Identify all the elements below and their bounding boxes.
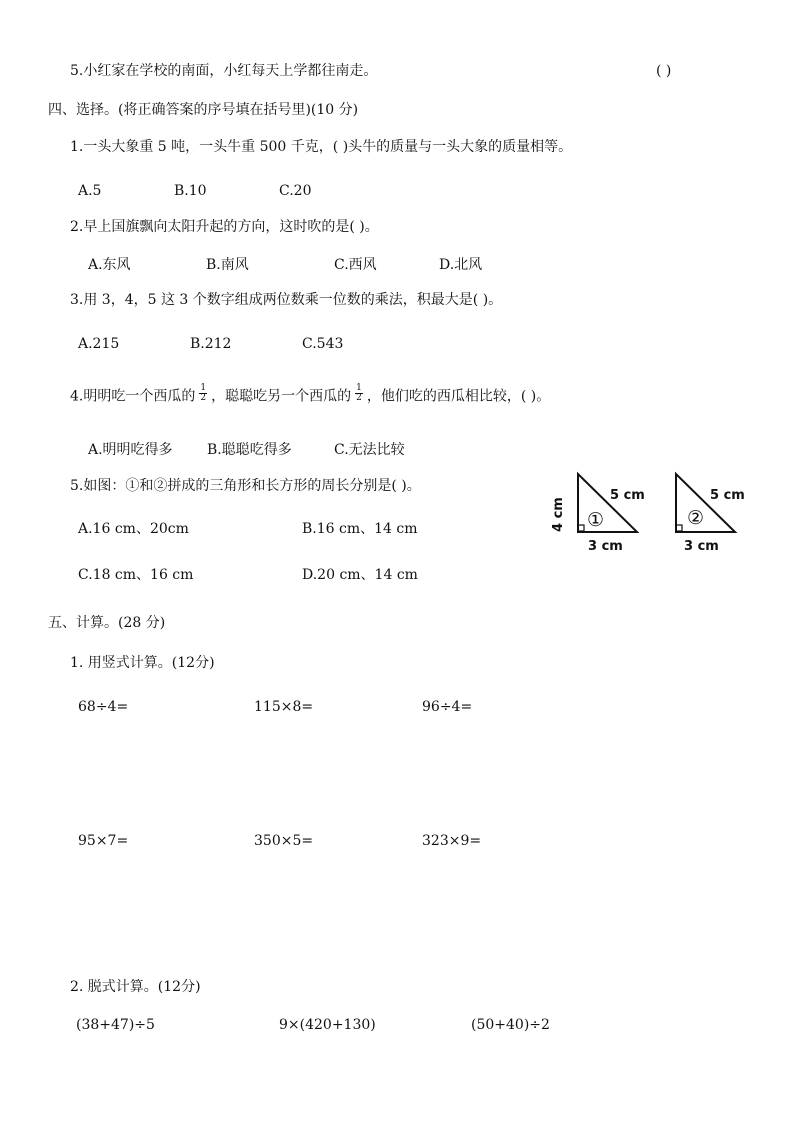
fraction-numerator: 1 bbox=[200, 383, 207, 393]
q4-5-stem: 5.如图：①和②拼成的三角形和长方形的周长分别是( )。 bbox=[70, 478, 421, 494]
q4-5-option-a[interactable]: A.16 cm、20cm bbox=[78, 521, 189, 537]
q4-2-stem: 2.早上国旗飘向太阳升起的方向，这时吹的是( )。 bbox=[70, 219, 379, 235]
q4-3-option-a[interactable]: A.215 bbox=[78, 336, 120, 352]
triangle-2-hyp-label: 5 cm bbox=[710, 488, 745, 503]
q4-2-option-c[interactable]: C.西风 bbox=[334, 257, 377, 273]
sub2-title: 2. 脱式计算。(12分) bbox=[70, 979, 201, 995]
triangle-1 bbox=[551, 474, 645, 554]
fraction-denominator: 2 bbox=[356, 393, 362, 403]
q4-4-stem-part-c: ，他们吃的西瓜相比较，( )。 bbox=[366, 388, 551, 405]
q4-2-option-d[interactable]: D.北风 bbox=[439, 257, 483, 273]
q4-3-stem: 3.用 3，4，5 这 3 个数字组成两位数乘一位数的乘法，积最大是( )。 bbox=[70, 292, 503, 308]
triangle-2-base-label: 3 cm bbox=[684, 539, 719, 554]
fraction-half bbox=[199, 384, 207, 403]
q4-4-stem bbox=[70, 383, 551, 406]
step-calc-item: (50+40)÷2 bbox=[471, 1017, 550, 1033]
triangle-1-mark: ① bbox=[587, 509, 605, 531]
q4-4-stem-part-b: ，聪聪吃另一个西瓜的 bbox=[211, 388, 352, 405]
q4-2-option-a[interactable]: A.东风 bbox=[88, 257, 131, 273]
section-5-heading: 五、计算。(28 分) bbox=[48, 615, 166, 631]
calc-item: 115×8= bbox=[254, 699, 314, 715]
q4-2-option-b[interactable]: B.南风 bbox=[206, 257, 249, 273]
section-4-heading: 四、选择。(将正确答案的序号填在括号里)(10 分) bbox=[48, 102, 359, 118]
step-calc-item: 9×(420+130) bbox=[279, 1017, 376, 1033]
triangle-1-base-label: 3 cm bbox=[588, 539, 623, 554]
q4-3-option-b[interactable]: B.212 bbox=[190, 336, 232, 352]
calc-item: 350×5= bbox=[254, 833, 314, 849]
fraction-denominator: 2 bbox=[200, 393, 207, 403]
answer-bracket[interactable]: ( ) bbox=[656, 63, 672, 79]
step-calc-item: (38+47)÷5 bbox=[76, 1017, 155, 1033]
fraction-half bbox=[355, 384, 363, 403]
sub1-title: 1. 用竖式计算。(12分) bbox=[70, 655, 215, 671]
q4-4-stem-part-a: 4.明明吃一个西瓜的 bbox=[70, 388, 196, 405]
q4-5-option-b[interactable]: B.16 cm、14 cm bbox=[302, 521, 418, 537]
q4-4-option-a[interactable]: A.明明吃得多 bbox=[88, 442, 173, 458]
calc-item: 95×7= bbox=[78, 833, 129, 849]
q4-5-option-d[interactable]: D.20 cm、14 cm bbox=[302, 567, 418, 583]
fraction-numerator: 1 bbox=[356, 383, 362, 393]
q4-3-option-c[interactable]: C.543 bbox=[302, 336, 344, 352]
q4-1-option-c[interactable]: C.20 bbox=[279, 183, 312, 199]
triangle-1-hyp-label: 5 cm bbox=[610, 488, 645, 503]
calc-item: 68÷4= bbox=[78, 699, 129, 715]
triangle-1-side-label: 4 cm bbox=[551, 497, 566, 532]
triangle-2 bbox=[676, 474, 745, 554]
calc-item: 323×9= bbox=[422, 833, 482, 849]
q4-1-option-b[interactable]: B.10 bbox=[174, 183, 207, 199]
triangles-figure bbox=[550, 466, 750, 558]
triangle-2-mark: ② bbox=[687, 507, 705, 529]
q4-5-option-c[interactable]: C.18 cm、16 cm bbox=[78, 567, 194, 583]
q4-4-option-b[interactable]: B.聪聪吃得多 bbox=[207, 442, 292, 458]
judge-item-5: 5.小红家在学校的南面，小红每天上学都往南走。 bbox=[70, 63, 378, 79]
q4-4-option-c[interactable]: C.无法比较 bbox=[334, 442, 405, 458]
q4-1-option-a[interactable]: A.5 bbox=[78, 183, 102, 199]
calc-item: 96÷4= bbox=[422, 699, 473, 715]
q4-1-stem: 1.一头大象重 5 吨，一头牛重 500 千克，( )头牛的质量与一头大象的质量相等。 bbox=[70, 139, 573, 155]
